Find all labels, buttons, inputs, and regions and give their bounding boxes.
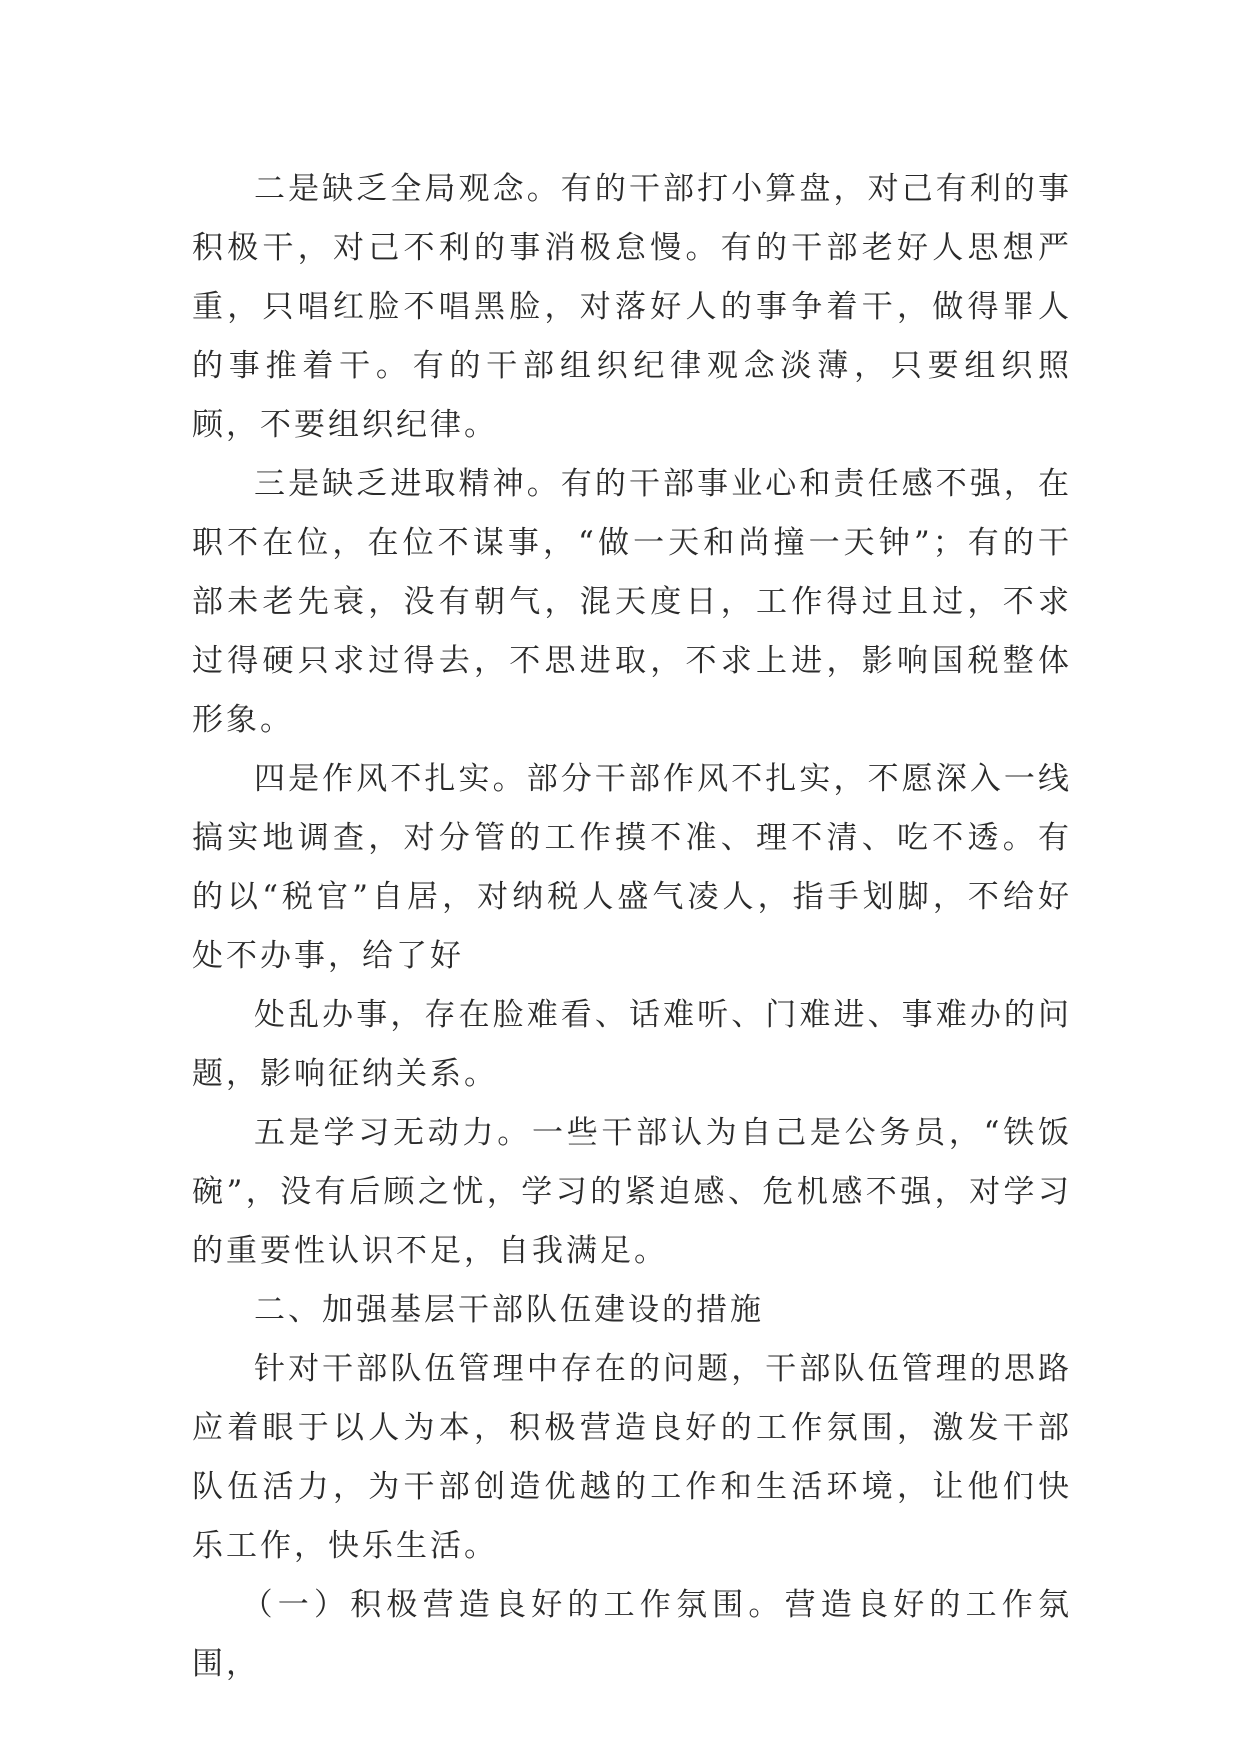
paragraph-enterprising-spirit: 三是缺乏进取精神。有的干部事业心和责任感不强，在职不在位，在位不谋事，“做一天和尚撞一天钟”；有的干部未老先衰，没有朝气，混天度日，工作得过且过，不求过得硬只求过得去，不思进取，不求上进，影响国税整体形象。 bbox=[192, 466, 1072, 738]
section-heading-measures: 二、加强基层干部队伍建设的措施 bbox=[254, 1292, 764, 1328]
paragraph-work-style-continued: 处乱办事，存在脸难看、话难听、门难进、事难办的问题，影响征纳关系。 bbox=[192, 997, 1072, 1092]
paragraph-management-approach: 针对干部队伍管理中存在的问题，干部队伍管理的思路应着眼于以人为本，积极营造良好的工作氛围，激发干部队伍活力，为干部创造优越的工作和生活环境，让他们快乐工作，快乐生活。 bbox=[192, 1351, 1072, 1564]
paragraph-learning-motivation: 五是学习无动力。一些干部认为自己是公务员，“铁饭碗”，没有后顾之忧，学习的紧迫感、危机感不强，对学习的重要性认识不足，自我满足。 bbox=[192, 1115, 1072, 1269]
paragraph-global-view: 二是缺乏全局观念。有的干部打小算盘，对己有利的事积极干，对己不利的事消极怠慢。有的干部老好人思想严重，只唱红脸不唱黑脸，对落好人的事争着干，做得罪人的事推着干。有的干部组织纪律观念淡薄，只要组织照顾，不要组织纪律。 bbox=[192, 171, 1072, 443]
paragraph-work-atmosphere: （一）积极营造良好的工作氛围。营造良好的工作氛围， bbox=[192, 1587, 1072, 1682]
document-body bbox=[192, 160, 1072, 1694]
paragraph-work-style: 四是作风不扎实。部分干部作风不扎实，不愿深入一线搞实地调查，对分管的工作摸不准、理不清、吃不透。有的以“税官”自居，对纳税人盛气凌人，指手划脚，不给好处不办事，给了好 bbox=[192, 761, 1072, 974]
